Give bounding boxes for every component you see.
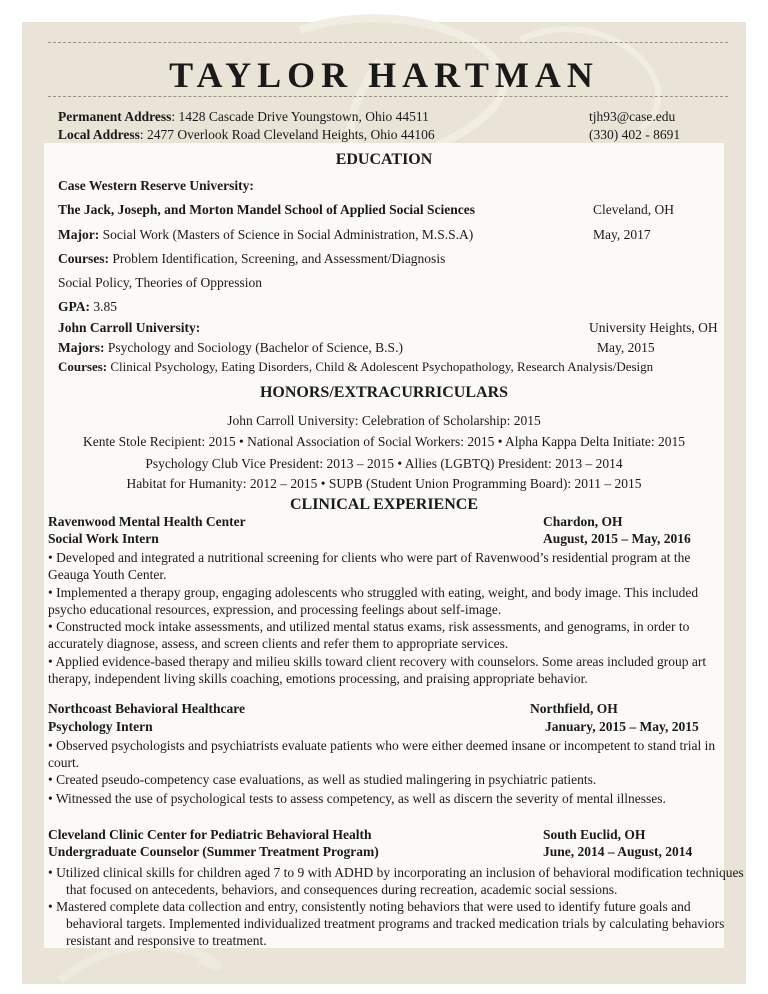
job-dates: August, 2015 – May, 2016: [543, 531, 691, 546]
job-bullet: • Created pseudo-competency case evaluations, as well as studied malingering in psychiatric patients.: [48, 772, 597, 787]
gpa: [58, 299, 117, 315]
job-title: Undergraduate Counselor (Summer Treatment Program): [48, 844, 379, 859]
jcu-date: May, 2015: [597, 340, 655, 355]
job-title: Social Work Intern: [48, 531, 159, 546]
mandel-location: Cleveland, OH: [593, 202, 674, 217]
gpa-value: 3.85: [90, 299, 117, 314]
job-org: Northcoast Behavioral Healthcare: [48, 701, 245, 716]
jcu-name: John Carroll University:: [58, 320, 201, 335]
gpa-label: GPA:: [58, 299, 90, 314]
local-address: [58, 127, 435, 143]
email: tjh93@case.edu: [589, 109, 676, 124]
honors-line-1: John Carroll University: Celebration of Scholarship: 2015: [227, 413, 541, 428]
cwru-date: May, 2017: [593, 227, 651, 242]
majors-value: Psychology and Sociology (Bachelor of Science, B.S.): [104, 340, 403, 355]
job-location: Chardon, OH: [543, 514, 623, 529]
resume-name: TAYLOR HARTMAN: [169, 55, 599, 95]
permanent-address-value: : 1428 Cascade Drive Youngstown, Ohio 44511: [171, 109, 429, 124]
major-value: Social Work (Masters of Science in Social Administration, M.S.S.A): [99, 227, 474, 242]
honors-line-3: Psychology Club Vice President: 2013 – 2015 • Allies (LGBTQ) President: 2013 – 2014: [145, 456, 623, 471]
job-dates: June, 2014 – August, 2014: [543, 844, 693, 859]
courses-label: Courses:: [58, 251, 109, 266]
jcu-courses-value: Clinical Psychology, Eating Disorders, Child & Adolescent Psychopathology, Research Analysis/Design: [107, 359, 654, 374]
job-location: Northfield, OH: [530, 701, 618, 716]
honors-heading: HONORS/EXTRACURRICULARS: [259, 384, 509, 401]
job-location: South Euclid, OH: [543, 827, 646, 842]
job-org: Cleveland Clinic Center for Pediatric Behavioral Health: [48, 827, 372, 842]
jcu-courses: [58, 359, 653, 375]
job-bullet: • Mastered complete data collection and entry, consistently noting behaviors that were used to identify future goals and behavioral targets. Implemented individualized treatment programs and tracked medication trials by calculating behaviors resistant and responsive to treatment.: [48, 899, 725, 948]
cwru-major: [58, 227, 473, 243]
permanent-address: [58, 109, 429, 125]
cwru-name: Case Western Reserve University:: [58, 178, 254, 193]
major-label: Major:: [58, 227, 100, 242]
phone: (330) 402 - 8691: [589, 127, 681, 142]
job-title: Psychology Intern: [48, 719, 153, 734]
top-rule: [48, 42, 728, 43]
jcu-courses-label: Courses:: [58, 359, 108, 374]
job-dates: January, 2015 – May, 2015: [545, 719, 699, 734]
education-heading: EDUCATION: [335, 151, 433, 168]
name-rule: [48, 96, 728, 97]
honors-line-2: Kente Stole Recipient: 2015 • National Association of Social Workers: 2015 • Alpha Kappa Delta Initiate: 2015: [83, 434, 685, 449]
job-bullet: • Applied evidence-based therapy and milieu skills toward client recovery with counselors. Some areas included group art therapy, independent living skills coaching, emotions processing, and praising appropriate behavior.: [48, 654, 707, 686]
job-org: Ravenwood Mental Health Center: [48, 514, 246, 529]
permanent-address-label: Permanent Address: [58, 109, 172, 124]
local-address-label: Local Address: [58, 127, 140, 142]
cwru-courses: [58, 251, 445, 267]
jcu-majors: [58, 340, 403, 356]
courses-value: Problem Identification, Screening, and Assessment/Diagnosis: [109, 251, 446, 266]
honors-line-4: Habitat for Humanity: 2012 – 2015 • SUPB (Student Union Programming Board): 2011 – 2015: [126, 476, 642, 491]
job-bullet: • Witnessed the use of psychological tests to assess competency, as well as discern the severity of mental illnesses.: [48, 791, 666, 806]
clinical-heading: CLINICAL EXPERIENCE: [289, 496, 479, 513]
jcu-location: University Heights, OH: [589, 320, 718, 335]
job-bullet: • Implemented a therapy group, engaging adolescents who struggled with eating, weight, and body image. This included psycho educational resources, expression, and processing feelings about self-image.: [48, 585, 699, 617]
cwru-courses-line2: Social Policy, Theories of Oppression: [58, 275, 262, 290]
job-bullet: • Constructed mock intake assessments, and utilized mental status exams, risk assessments, and genograms, in order to accurately diagnose, assess, and screen clients and refer them to appropriate services.: [48, 619, 690, 651]
job-bullet: • Observed psychologists and psychiatrists evaluate patients who were either deemed insane or incompetent to stand trial in court.: [48, 738, 716, 770]
job-bullet: • Developed and integrated a nutritional screening for clients who were part of Ravenwood’s residential program at the Geauga Youth Center.: [48, 550, 691, 582]
local-address-value: : 2477 Overlook Road Cleveland Heights, Ohio 44106: [139, 127, 435, 142]
majors-label: Majors:: [58, 340, 105, 355]
mandel-school: The Jack, Joseph, and Morton Mandel School of Applied Social Sciences: [58, 202, 476, 217]
job-bullet: • Utilized clinical skills for children aged 7 to 9 with ADHD by incorporating an inclusion of behavioral modification techniques that focused on antecedents, behaviors, and consequences during recreation, academic social sessions.: [48, 865, 744, 897]
